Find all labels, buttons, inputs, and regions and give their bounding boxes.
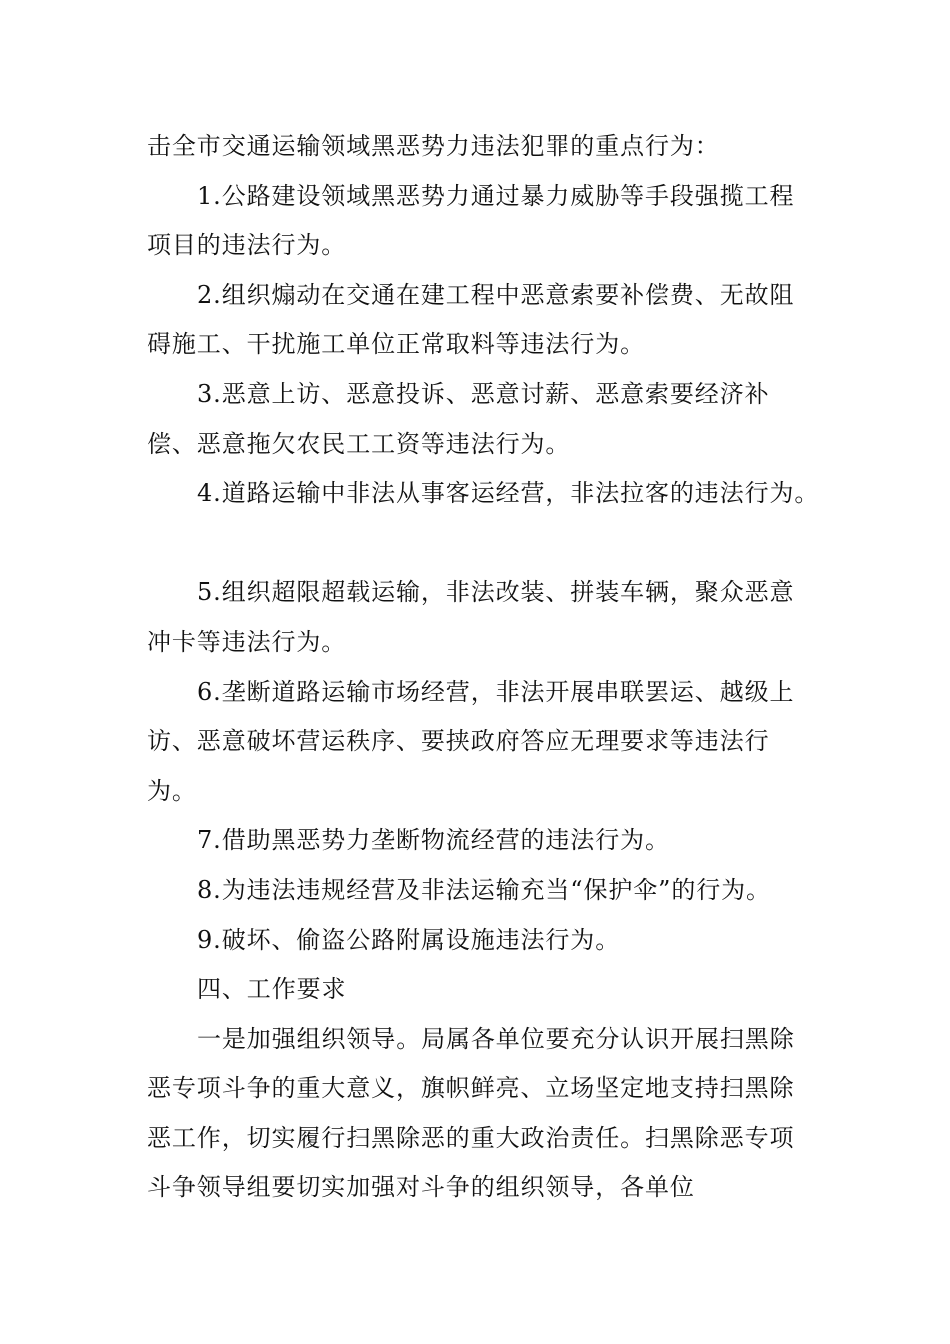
blank-line bbox=[147, 519, 807, 569]
paragraph-continuation: 击全市交通运输领域黑恶势力违法犯罪的重点行为： bbox=[147, 132, 720, 160]
paragraph-item-5: 5.组织超限超载运输，非法改装、拼装车辆，聚众恶意冲卡等违法行为。 bbox=[147, 578, 795, 656]
paragraph-item-2: 2.组织煽动在交通在建工程中恶意索要补偿费、无故阻碍施工、干扰施工单位正常取料等违法行为。 bbox=[147, 280, 795, 359]
paragraph-item-7: 7.借助黑恶势力垄断物流经营的违法行为。 bbox=[197, 826, 670, 855]
paragraph-item-6: 6.垄断道路运输市场经营，非法开展串联罢运、越级上访、恶意破坏营运秩序、要挟政府答应无理要求等违法行为。 bbox=[147, 677, 795, 805]
paragraph-item-8: 8.为违法违规经营及非法运输充当“保护伞”的行为。 bbox=[197, 875, 771, 904]
document-body bbox=[147, 122, 820, 1213]
section-heading: 四、工作要求 bbox=[197, 975, 347, 1004]
paragraph-item-9: 9.破坏、偷盗公路附属设施违法行为。 bbox=[197, 925, 621, 954]
paragraph-item-3: 3.恶意上访、恶意投诉、恶意讨薪、恶意索要经济补偿、恶意拖欠农民工工资等违法行为。 bbox=[147, 379, 770, 458]
paragraph-requirement-1: 一是加强组织领导。局属各单位要充分认识开展扫黑除恶专项斗争的重大意义，旗帜鲜亮、立场坚定地支持扫黑除恶工作，切实履行扫黑除恶的重大政治责任。扫黑除恶专项斗争领导组要切实加强对斗争的组织领导，各单位 bbox=[147, 1024, 795, 1202]
paragraph-item-1: 1.公路建设领域黑恶势力通过暴力威胁等手段强揽工程项目的违法行为。 bbox=[147, 181, 795, 260]
paragraph-item-4: 4.道路运输中非法从事客运经营，非法拉客的违法行为。 bbox=[197, 479, 820, 508]
